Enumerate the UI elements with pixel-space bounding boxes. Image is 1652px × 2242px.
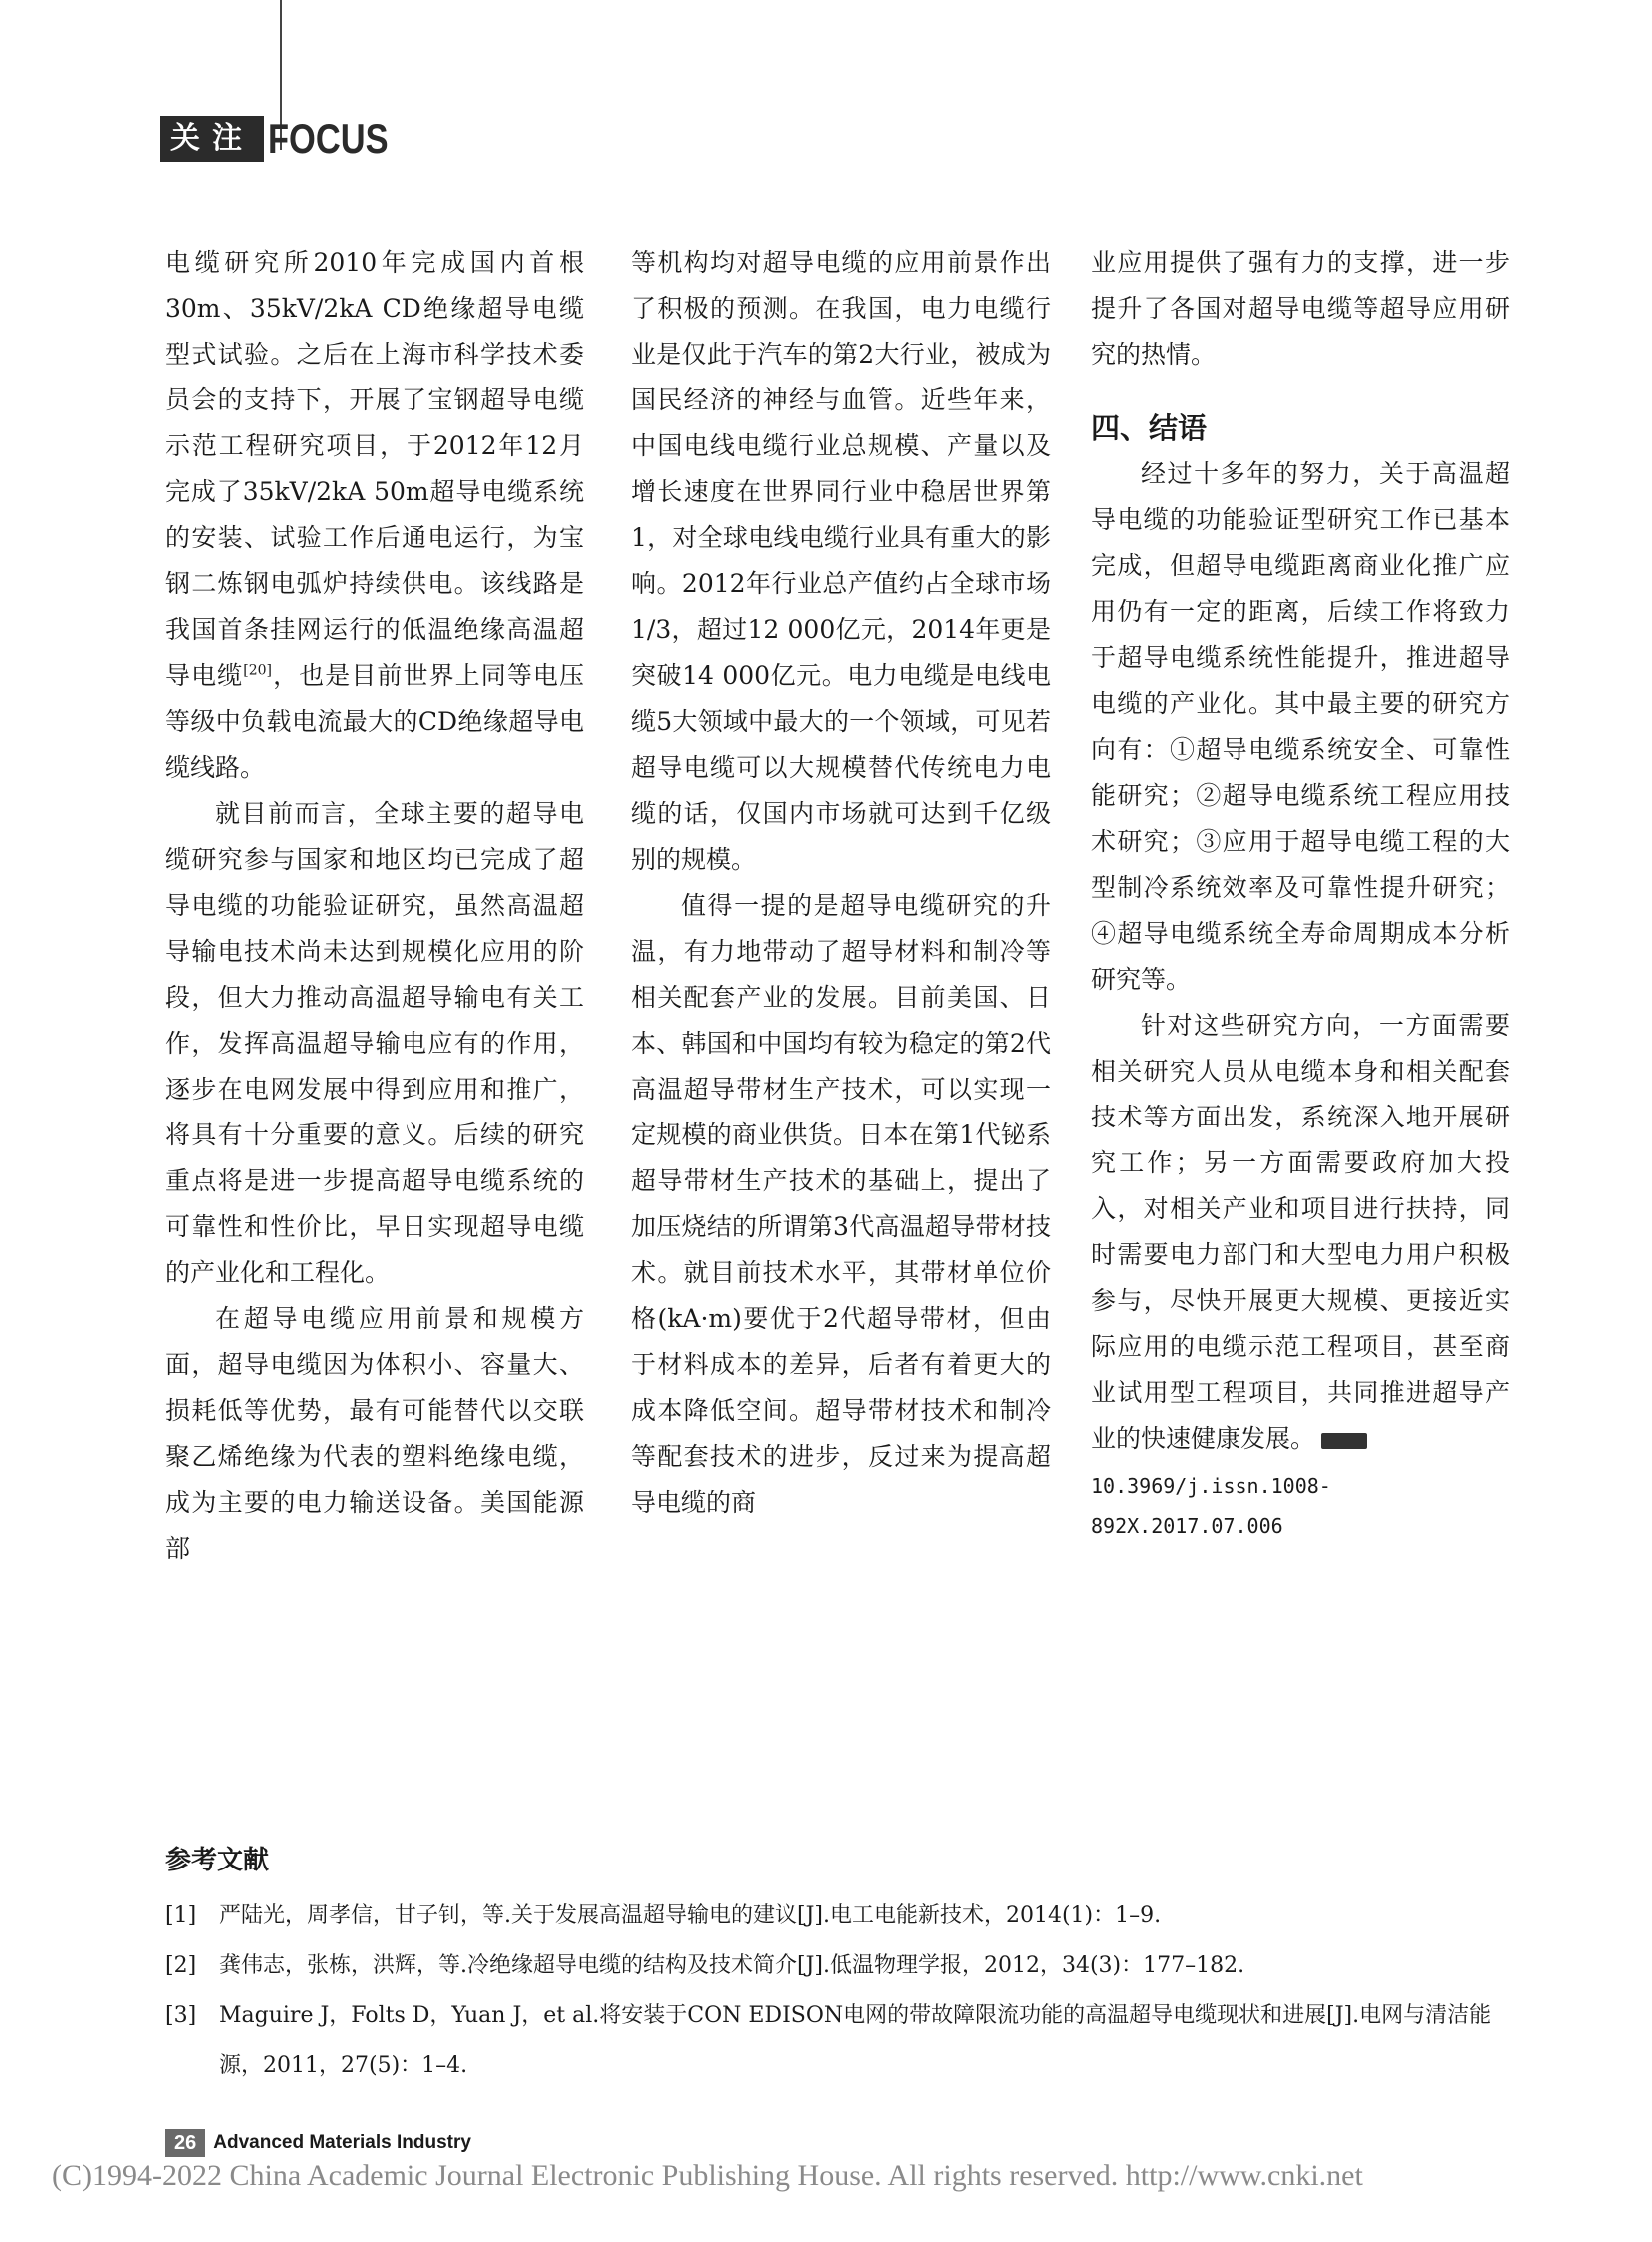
text-column-3 <box>1091 240 1510 1546</box>
paragraph: 针对这些研究方向，一方面需要相关研究人员从电缆本身和相关配套技术等方面出发，系统深入地开展研究工作；另一方面需要政府加大投入，对相关产业和项目进行扶持，同时需要电力部门和大型电力用户积极参与，尽快开展更大规模、更接近实际应用的电缆示范工程项目，甚至商业试用型工程项目，共同推进超导产业的快速健康发展。 <box>1091 1011 1510 1453</box>
reference-item: [2] 龚伟志，张栋，洪辉，等.冷绝缘超导电缆的结构及技术简介[J].低温物理学报，2012，34(3)：177–182. <box>165 1953 1245 1978</box>
citation: [20] <box>243 662 272 679</box>
paragraph: 就目前而言，全球主要的超导电缆研究参与国家和地区均已完成了超导电缆的功能验证研究，虽然高温超导输电技术尚未达到规模化应用的阶段，但大力推动高温超导输电有关工作，发挥高温超导输电应有的作用，逐步在电网发展中得到应用和推广，将具有十分重要的意义。后续的研究重点将是进一步提高超导电缆系统的可靠性和性价比，早日实现超导电缆的产业化和工程化。 <box>165 799 584 1287</box>
section-heading: 四、结语 <box>1091 411 1208 445</box>
references-title: 参考文献 <box>165 1846 270 1875</box>
text-column-2 <box>631 240 1051 1526</box>
doi: 10.3969/j.issn.1008-892X.2017.07.006 <box>1091 1474 1331 1538</box>
page-footer <box>165 2129 471 2157</box>
reference-item: [1] 严陆光，周孝信，甘子钊，等.关于发展高温超导输电的建议[J].电工电能新技术，2014(1)：1–9. <box>165 1903 1162 1928</box>
section-tag-en: FOCUS <box>268 115 389 162</box>
reference-item: [3] Maguire J，Folts D，Yuan J，et al.将安装于CON EDISON电网的带故障限流功能的高温超导电缆现状和进展[J].电网与清洁能源，2011，27(5)：1–4. <box>165 2003 1492 2078</box>
paragraph: 值得一提的是超导电缆研究的升温，有力地带动了超导材料和制冷等相关配套产业的发展。目前美国、日本、韩国和中国均有较为稳定的第2代高温超导带材生产技术，可以实现一定规模的商业供货。日本在第1代铋系超导带材生产技术的基础上，提出了加压烧结的所谓第3代高温超导带材技术。就目前技术水平，其带材单位价格(kA·m)要优于2代超导带材，但由于材料成本的差异，后者有着更大的成本降低空间。超导带材技术和制冷等配套技术的进步，反过来为提高超导电缆的商 <box>631 891 1051 1517</box>
end-mark-icon <box>1321 1433 1367 1449</box>
references <box>165 1836 1513 2091</box>
paragraph: 经过十多年的努力，关于高温超导电缆的功能验证型研究工作已基本完成，但超导电缆距离商业化推广应用仍有一定的距离，后续工作将致力于超导电缆系统性能提升，推进超导电缆的产业化。其中最主要的研究方向有：①超导电缆系统安全、可靠性能研究；②超导电缆系统工程应用技术研究；③应用于超导电缆工程的大型制冷系统效率及可靠性提升研究；④超导电缆系统全寿命周期成本分析研究等。 <box>1091 459 1510 994</box>
paragraph: 电缆研究所2010年完成国内首根30m、35kV/2kA CD绝缘超导电缆型式试验。之后在上海市科学技术委员会的支持下，开展了宝钢超导电缆示范工程研究项目，于2012年12月完成了35kV/2kA 50m超导电缆系统的安装、试验工作后通电运行，为宝钢二炼钢电弧炉持续供电。该线路是我国首条挂网运行的低温绝缘高温超导电缆[20]，也是目前世界上同等电压等级中负载电流最大的CD绝缘超导电缆线路。 <box>165 248 584 782</box>
paragraph: 业应用提供了强有力的支撑，进一步提升了各国对超导电缆等超导应用研究的热情。 <box>1091 248 1510 369</box>
text-column-1 <box>165 240 584 1572</box>
page-number: 26 <box>165 2129 205 2157</box>
copyright-notice: (C)1994-2022 China Academic Journal Electronic Publishing House. All rights reserved. http://www.cnki.net <box>52 2159 1363 2192</box>
section-tag-cn: 关注 <box>160 116 264 162</box>
section-tag <box>160 116 414 162</box>
paragraph: 等机构均对超导电缆的应用前景作出了积极的预测。在我国，电力电缆行业是仅此于汽车的第2大行业，被成为国民经济的神经与血管。近些年来，中国电线电缆行业总规模、产量以及增长速度在世界同行业中稳居世界第1，对全球电线电缆行业具有重大的影响。2012年行业总产值约占全球市场1/3，超过12 000亿元，2014年更是突破14 000亿元。电力电缆是电线电缆5大领域中最大的一个领域，可见若超导电缆可以大规模替代传统电力电缆的话，仅国内市场就可达到千亿级别的规模。 <box>631 248 1051 874</box>
journal-name: Advanced Materials Industry <box>213 2132 471 2153</box>
paragraph: 在超导电缆应用前景和规模方面，超导电缆因为体积小、容量大、损耗低等优势，最有可能替代以交联聚乙烯绝缘为代表的塑料绝缘电缆，成为主要的电力输送设备。美国能源部 <box>165 1304 584 1563</box>
